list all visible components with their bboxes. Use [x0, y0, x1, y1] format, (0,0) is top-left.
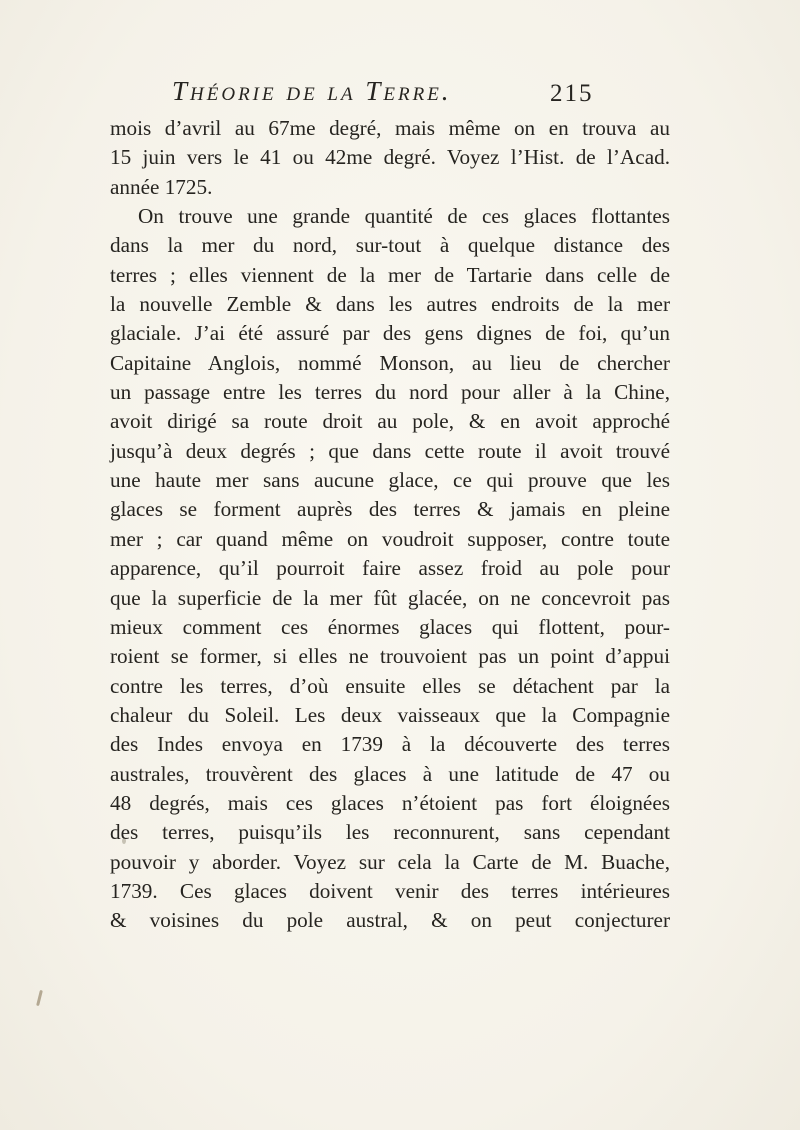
text-line: terres ; elles viennent de la mer de Tartarie dans celle de — [110, 262, 670, 287]
text-line: 15 juin vers le 41 ou 42me degré. Voyez l’Hist. de l’Acad. — [110, 145, 670, 170]
text-line: 1739. Ces glaces doivent venir des terres intérieures — [110, 878, 670, 903]
text-line: On trouve une grande quantité de ces glaces flottantes — [138, 204, 670, 229]
paper-blemish — [36, 990, 43, 1006]
text-line: roient se former, si elles ne trouvoient pas un point d’appui — [110, 644, 670, 669]
text-line: apparence, qu’il pourroit faire assez froid au pole pour — [110, 556, 670, 581]
text-line: un passage entre les terres du nord pour aller à la Chine, — [110, 380, 670, 405]
page-header — [172, 76, 602, 112]
text-line: glaciale. J’ai été assuré par des gens dignes de foi, qu’un — [110, 321, 670, 346]
text-line: mer ; car quand même on voudroit supposer, contre toute — [110, 526, 670, 551]
body-text — [110, 114, 670, 936]
text-line: une haute mer sans aucune glace, ce qui prouve que les — [110, 468, 670, 493]
text-line: dans la mer du nord, sur-tout à quelque distance des — [110, 233, 670, 258]
text-line: la nouvelle Zemble & dans les autres endroits de la mer — [110, 292, 670, 317]
text-line: des Indes envoya en 1739 à la découverte des terres — [110, 732, 670, 757]
text-line: Capitaine Anglois, nommé Monson, au lieu de chercher — [110, 350, 670, 375]
text-line: contre les terres, d’où ensuite elles se détachent par la — [110, 673, 670, 698]
running-title: Théorie de la Terre. — [172, 76, 452, 106]
text-line: que la superficie de la mer fût glacée, on ne concevroit pas — [110, 585, 670, 610]
text-line: des terres, puisqu’ils les reconnurent, sans cependant — [110, 820, 670, 845]
text-line: avoit dirigé sa route droit au pole, & en avoit approché — [110, 409, 670, 434]
page-number: 215 — [550, 80, 594, 107]
text-line: mois d’avril au 67me degré, mais même on en trouva au — [110, 116, 670, 140]
text-line: jusqu’à deux degrés ; que dans cette route il avoit trouvé — [110, 438, 670, 463]
text-line: année 1725. — [110, 174, 213, 199]
text-line: mieux comment ces énormes glaces qui flottent, pour- — [110, 614, 670, 639]
paper-blemish — [122, 838, 126, 844]
text-line: pouvoir y aborder. Voyez sur cela la Carte de M. Buache, — [110, 849, 670, 874]
text-line: glaces se forment auprès des terres & jamais en pleine — [110, 497, 670, 522]
text-line: & voisines du pole austral, & on peut conjecturer — [110, 908, 670, 933]
text-line: 48 degrés, mais ces glaces n’étoient pas fort éloignées — [110, 790, 670, 815]
text-line: chaleur du Soleil. Les deux vaisseaux que la Compagnie — [110, 702, 670, 727]
text-line: australes, trouvèrent des glaces à une latitude de 47 ou — [110, 761, 670, 786]
